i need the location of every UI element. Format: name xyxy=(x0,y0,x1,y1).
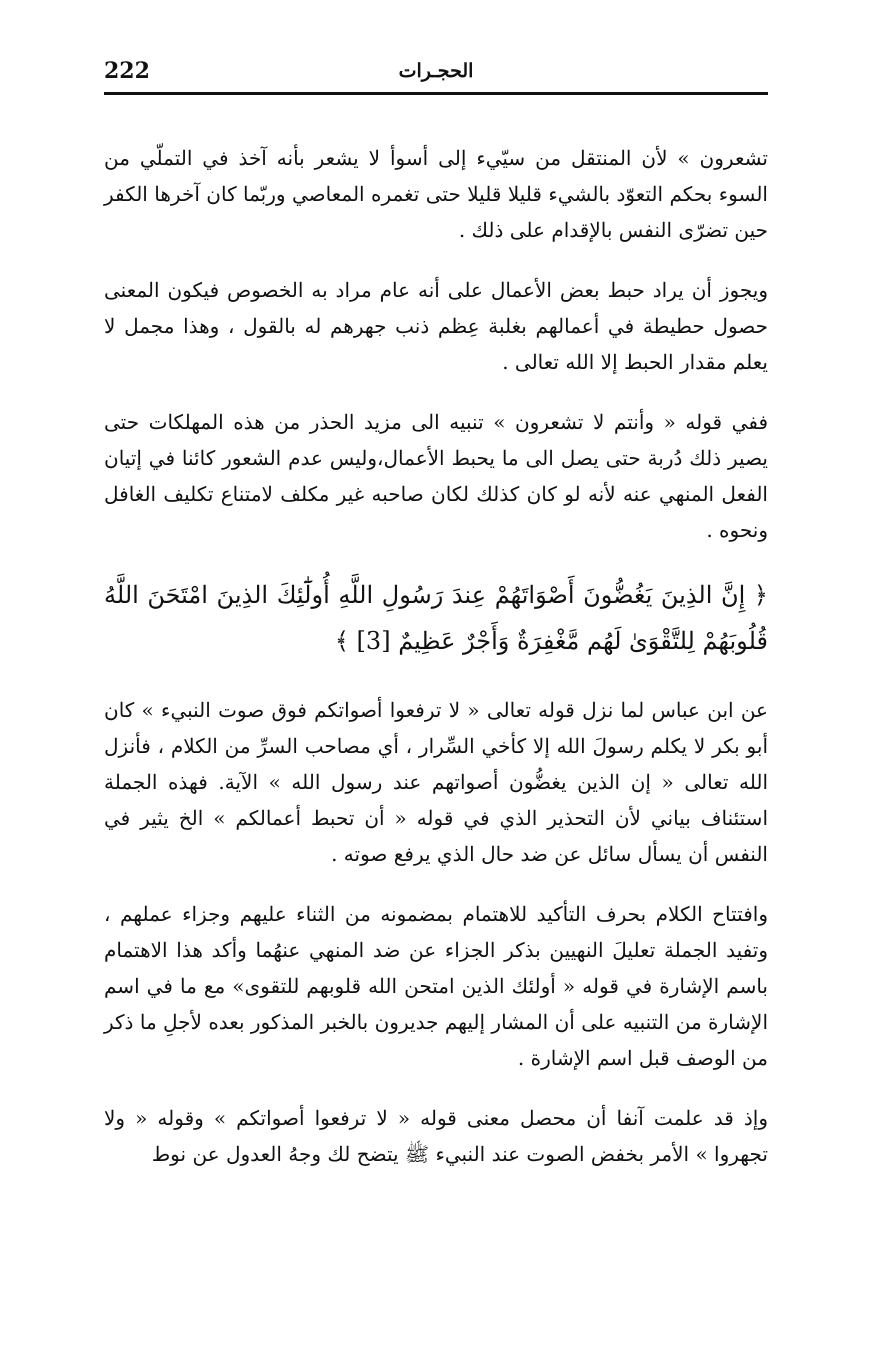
body-text xyxy=(104,140,768,1196)
running-title: الحجـرات xyxy=(398,60,474,82)
paragraph: ففي قوله « وأنتم لا تشعرون » تنبيه الى مزيد الحذر من هذه المهلكات حتى يصير ذلك دُربة حتى يصل الى ما يحبط الأعمال،وليس عدم الشعور كائنا في إتيان الفعل المنهي عنه لأنه لو كان كذلك لكان صاحبه غير مكلف لامتناع تكليف الغافل ونحوه . xyxy=(104,410,768,542)
header-rule xyxy=(104,92,768,95)
paragraph: وإذ قد علمت آنفا أن محصل معنى قوله « لا ترفعوا أصواتكم » وقوله « ولا تجهروا » الأمر بخفض الصوت عند النبيء ﷺ يتضح لك وجهُ العدول عن نوط xyxy=(104,1106,768,1166)
paragraph: وافتتاح الكلام بحرف التأكيد للاهتمام بمضمونه من الثناء عليهم وجزاء عملهم ، وتفيد الجملة تعليلَ النهيين بذكر الجزاء عن ضد المنهي عنهُما وأكد هذا الاهتمام باسم الإشارة في قوله « أولئك الذين امتحن الله قلوبهم للتقوى» مع ما في اسم الإشارة من التنبيه على أن المشار إليهم جديرون بالخبر المذكور بعده لأجلِ ما ذكر من الوصف قبل اسم الإشارة . xyxy=(104,902,768,1070)
book-page xyxy=(104,52,768,1312)
paragraph: عن ابن عباس لما نزل قوله تعالى « لا ترفعوا أصواتكم فوق صوت النبيء » كان أبو بكر لا يكلم رسولَ الله إلا كأخي السِّرار ، أي مصاحب السرِّ من الكلام ، فأنزل الله تعالى « إن الذين يغضُّون أصواتهم عند رسول الله » الآية. فهذه الجملة استئناف بياني لأن التحذير الذي في قوله « أن تحبط أعمالكم » الخ يثير في النفس أن يسأل سائل عن ضد حال الذي يرفع صوته . xyxy=(104,698,768,866)
quran-verse: ﴿ إِنَّ الذِينَ يَغُضُّونَ أَصْوَاتَهُمْ عِندَ رَسُولِ اللَّهِ أُولَٰٓئِكَ الذِينَ امْتَحَنَ اللَّهُ قُلُوبَهُمْ لِلتَّقْوَىٰ لَهُم مَّغْفِرَةٌ وَأَجْرٌ عَظِيمٌ [3] ﴾ xyxy=(104,581,768,655)
paragraph: تشعرون » لأن المنتقل من سيّيء إلى أسوأ لا يشعر بأنه آخذ في التملّي من السوء بحكم التعوّد بالشيء قليلا قليلا حتى تغمره المعاصي وربّما كان آخرها الكفر حين تضرّى النفس بالإقدام على ذلك . xyxy=(104,146,768,242)
page-number: 222 xyxy=(104,58,150,84)
paragraph: ويجوز أن يراد حبط بعض الأعمال على أنه عام مراد به الخصوص فيكون المعنى حصول حطيطة في أعمالهم بغلبة عِظم ذنب جهرهم له بالقول ، وهذا مجمل لا يعلم مقدار الحبط إلا الله تعالى . xyxy=(104,278,769,374)
page-header xyxy=(104,52,768,92)
